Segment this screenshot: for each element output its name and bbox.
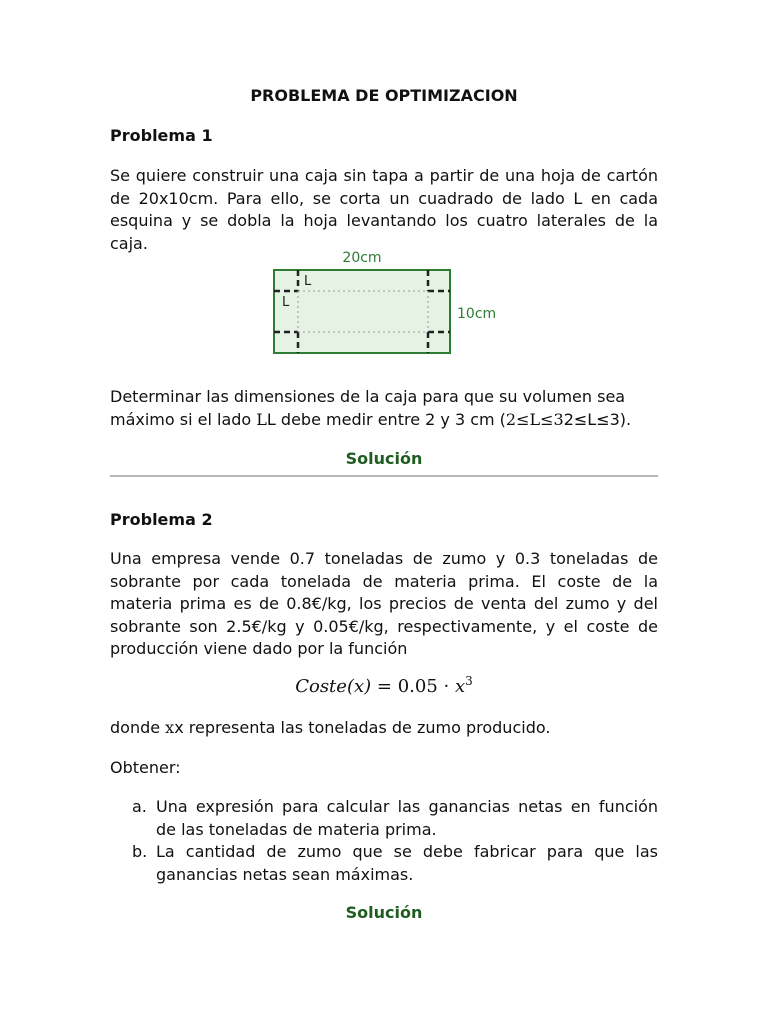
question-text-b: L debe medir entre 2 y 3 cm ( bbox=[266, 409, 506, 429]
formula-coefficient: 0.05 bbox=[397, 676, 438, 697]
box-cutout-diagram bbox=[258, 246, 518, 358]
formula-variable: x bbox=[454, 676, 466, 697]
math-inequality: 2≤L≤3 bbox=[505, 409, 564, 429]
solution-1-link[interactable]: Solución bbox=[345, 449, 423, 468]
question-text-c: 2≤L≤3). bbox=[563, 409, 632, 429]
list-marker: a. bbox=[132, 797, 147, 816]
problem2-intro: Una empresa vende 0.7 toneladas de zumo y 0.3 toneladas de sobrante por cada tonelada de materia prima. El coste de la materia prima es de 0.8€/kg, los precios de venta del zumo y del sobrante son 2.5€/kg y 0.05€/kg, respectivamente, y el coste de producción viene dado por la función bbox=[110, 549, 658, 658]
formula-equals: = bbox=[376, 676, 392, 697]
side-label-left: L bbox=[282, 295, 290, 310]
question-line-1: Determinar las dimensiones de la caja para que su volumen sea bbox=[110, 387, 626, 406]
question-line-2 bbox=[110, 409, 658, 432]
page-title: PROBLEMA DE OPTIMIZACION bbox=[250, 86, 518, 105]
formula-exponent: 3 bbox=[465, 674, 473, 688]
width-label: 20cm bbox=[342, 250, 382, 266]
solution-1-line bbox=[0, 449, 768, 468]
task-list bbox=[110, 796, 658, 886]
question-text-a: máximo si el lado bbox=[110, 409, 257, 429]
math-variable-x: x bbox=[165, 718, 175, 737]
formula-operator: · bbox=[443, 676, 450, 697]
problem1-heading: Problema 1 bbox=[110, 126, 213, 145]
side-label-top: L bbox=[304, 274, 312, 289]
list-item bbox=[110, 841, 658, 886]
variable-definition bbox=[110, 717, 658, 740]
cost-formula bbox=[0, 674, 768, 697]
solution-2-line bbox=[0, 903, 768, 922]
height-label: 10cm bbox=[457, 306, 497, 322]
solution-2-link[interactable]: Solución bbox=[345, 903, 423, 922]
problem1-intro: Se quiere construir una caja sin tapa a partir de una hoja de cartón de 20x10cm. Para ello, se corta un cuadrado de lado L en cada esquina y se dobla la hoja levantando los cuatro laterales de la caja. bbox=[110, 166, 658, 253]
list-marker: b. bbox=[132, 842, 148, 861]
definition-text-b: x representa las toneladas de zumo producido. bbox=[174, 718, 551, 737]
problem1-question bbox=[110, 386, 658, 431]
list-item bbox=[110, 796, 658, 841]
formula-function-arg: (x) bbox=[346, 676, 372, 697]
formula-function-name: Coste bbox=[295, 676, 347, 697]
list-item-text: Una expresión para calcular las ganancias netas en función de las toneladas de materia prima. bbox=[156, 797, 658, 839]
problem2-heading: Problema 2 bbox=[110, 510, 213, 529]
definition-text-a: donde bbox=[110, 718, 166, 737]
list-item-text: La cantidad de zumo que se debe fabricar para que las ganancias netas sean máximas. bbox=[156, 842, 658, 884]
obtain-label: Obtener: bbox=[110, 758, 181, 777]
cardboard-sheet bbox=[274, 270, 450, 353]
section-divider bbox=[110, 475, 658, 477]
math-variable-L: L bbox=[256, 409, 267, 429]
